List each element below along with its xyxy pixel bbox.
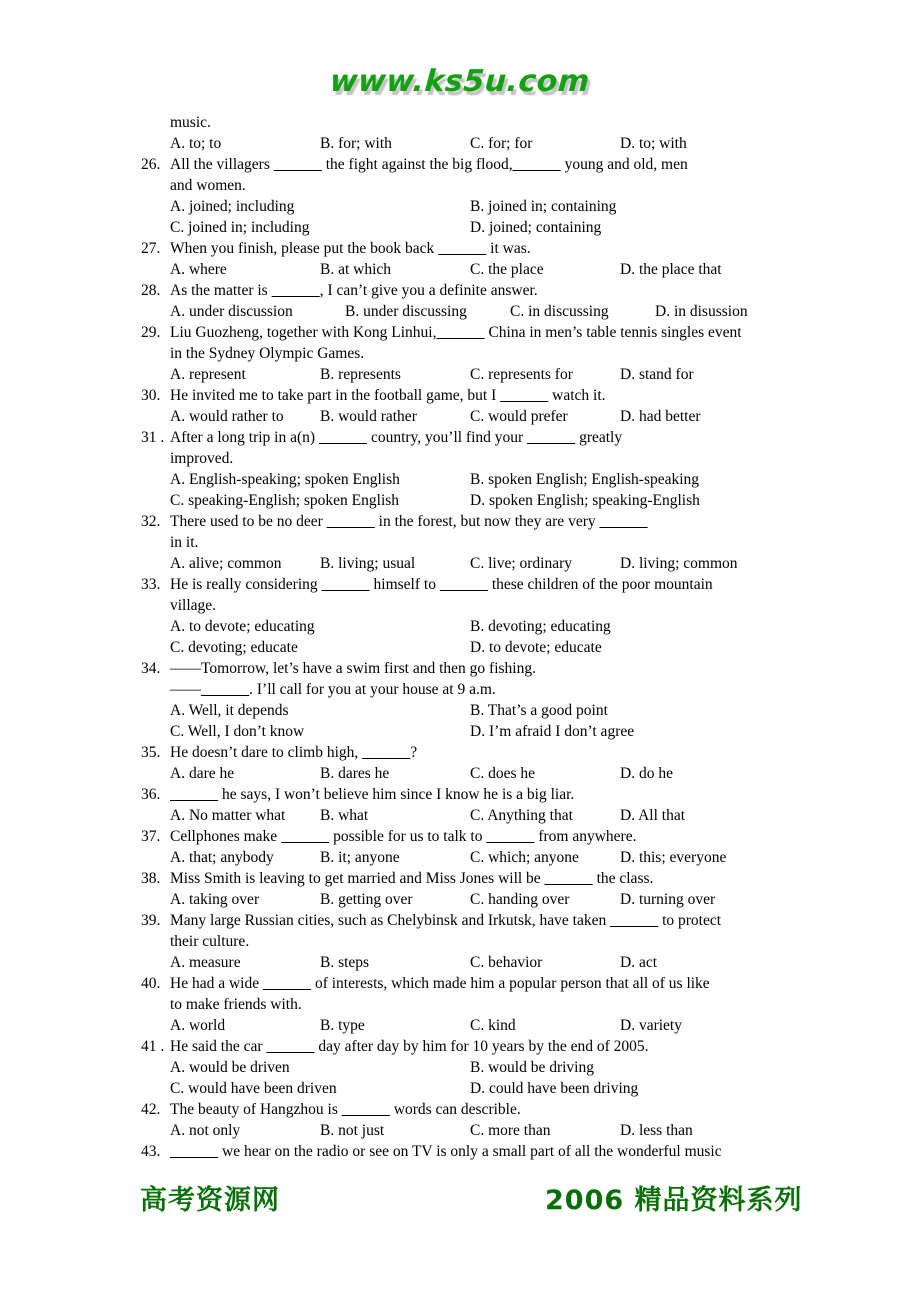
question-number: 38. (141, 870, 161, 887)
footer-series-label: 2006 精品资料系列 (545, 1185, 803, 1216)
option-choice[interactable]: B. would rather (320, 408, 417, 425)
text-line (0, 616, 920, 637)
option-choice[interactable]: D. act (620, 954, 658, 971)
question-stem: All the villagers the fight against the big flood, young and old, men (170, 156, 688, 173)
option-choice[interactable]: B. living; usual (320, 555, 416, 572)
option-choice[interactable]: A. dare he (170, 765, 235, 782)
question-stem: he says, I won’t believe him since I know he is a big liar. (170, 784, 574, 805)
text-line (0, 889, 920, 910)
text-line (0, 952, 920, 973)
orphan-stem-text: music. (170, 114, 211, 131)
answer-blank[interactable] (201, 681, 249, 698)
text-line (0, 1099, 920, 1120)
option-choice[interactable]: C. would have been driven (170, 1080, 337, 1097)
text-line (0, 343, 920, 364)
option-choice[interactable]: C. behavior (470, 954, 543, 971)
question-stem-continued: improved. (170, 450, 234, 467)
option-choice[interactable]: B. represents (320, 366, 401, 383)
option-choice[interactable]: D. less than (620, 1122, 693, 1139)
option-choice[interactable]: D. do he (620, 765, 673, 782)
question-number: 42. (141, 1101, 161, 1118)
text-line (0, 301, 920, 322)
text-line (0, 490, 920, 511)
text-line (0, 469, 920, 490)
answer-blank[interactable] (327, 513, 375, 530)
text-line (0, 1057, 920, 1078)
answer-blank[interactable] (438, 240, 486, 257)
question-number: 30. (141, 387, 161, 404)
option-choice[interactable]: B. devoting; educating (470, 618, 611, 635)
question-number: 37. (141, 828, 161, 845)
question-stem: Cellphones make possible for us to talk to from anywhere. (170, 828, 637, 845)
text-line (0, 700, 920, 721)
option-choice[interactable]: A. world (170, 1017, 226, 1034)
question-stem: After a long trip in a(n) country, you’ll find your greatly (170, 429, 623, 446)
question-stem-continued: in the Sydney Olympic Games. (170, 345, 365, 362)
answer-blank[interactable] (272, 282, 320, 299)
text-line (0, 532, 920, 553)
text-line (0, 1078, 920, 1099)
text-line (0, 994, 920, 1015)
option-choice[interactable]: B. at which (320, 261, 392, 278)
question-number: 34. (141, 660, 161, 677)
answer-blank[interactable] (500, 387, 548, 404)
option-choice[interactable]: D. living; common (620, 555, 738, 572)
question-stem: There used to be no deer in the forest, but now they are very (170, 511, 648, 532)
option-choice[interactable]: A. alive; common (170, 555, 282, 572)
option-choice[interactable]: A. No matter what (170, 807, 286, 824)
question-number: 32. (141, 513, 161, 530)
text-line (0, 931, 920, 952)
option-choice[interactable]: A. measure (170, 954, 241, 971)
text-line (0, 280, 920, 301)
text-line (0, 1015, 920, 1036)
option-choice[interactable]: A. Well, it depends (170, 702, 289, 719)
text-line (0, 658, 920, 679)
text-line (0, 784, 920, 805)
answer-blank[interactable] (263, 975, 311, 992)
option-choice[interactable]: A. would rather to (170, 408, 284, 425)
answer-blank[interactable] (440, 576, 488, 593)
text-line (0, 637, 920, 658)
text-line (0, 511, 920, 532)
option-choice[interactable]: C. handing over (470, 891, 570, 908)
text-line (0, 742, 920, 763)
answer-blank[interactable] (436, 324, 484, 341)
option-choice[interactable]: B. spoken English; English-speaking (470, 471, 700, 488)
option-choice[interactable]: B. for; with (320, 135, 392, 152)
option-choice[interactable]: D. to; with (620, 135, 687, 152)
question-number: 29. (141, 324, 161, 341)
site-watermark-logo (0, 64, 920, 110)
text-line (0, 406, 920, 427)
option-choice[interactable]: D. had better (620, 408, 701, 425)
question-stem: As the matter is , I can’t give you a definite answer. (170, 282, 538, 299)
question-number: 35. (141, 744, 161, 761)
text-line (0, 448, 920, 469)
question-number: 31 . (141, 429, 165, 446)
option-choice[interactable]: D. stand for (620, 366, 694, 383)
text-line (0, 1036, 920, 1057)
option-choice[interactable]: A. not only (170, 1122, 241, 1139)
answer-blank[interactable] (274, 156, 322, 173)
page-footer (0, 1178, 920, 1228)
answer-blank[interactable] (170, 786, 218, 803)
option-choice[interactable]: D. spoken English; speaking-English (470, 492, 700, 509)
text-line (0, 847, 920, 868)
option-choice[interactable]: B. not just (320, 1122, 385, 1139)
text-line (0, 385, 920, 406)
option-choice[interactable]: B. would be driving (470, 1059, 594, 1076)
option-choice[interactable]: B. dares he (320, 765, 390, 782)
text-line (0, 196, 920, 217)
text-line (0, 679, 920, 700)
option-choice[interactable]: D. All that (620, 807, 686, 824)
option-choice[interactable]: C. joined in; including (170, 219, 310, 236)
question-stem: The beauty of Hangzhou is words can describle. (170, 1101, 521, 1118)
question-stem: He doesn’t dare to climb high, ? (170, 744, 418, 761)
answer-blank[interactable] (281, 828, 329, 845)
question-stem: Many large Russian cities, such as Chelybinsk and Irkutsk, have taken to protect (170, 912, 722, 929)
text-line (0, 427, 920, 448)
option-choice[interactable]: C. does he (470, 765, 536, 782)
question-number: 28. (141, 282, 161, 299)
text-line (0, 868, 920, 889)
text-line (0, 364, 920, 385)
text-line (0, 238, 920, 259)
option-choice[interactable]: B. joined in; containing (470, 198, 617, 215)
option-choice[interactable]: B. steps (320, 954, 370, 971)
text-line (0, 574, 920, 595)
option-choice[interactable]: A. would be driven (170, 1059, 290, 1076)
option-choice[interactable]: D. the place that (620, 261, 722, 278)
question-number: 39. (141, 912, 161, 929)
text-line (0, 973, 920, 994)
option-choice[interactable]: C. speaking-English; spoken English (170, 492, 400, 509)
option-choice[interactable]: D. turning over (620, 891, 716, 908)
question-stem: He said the car day after day by him for 10 years by the end of 2005. (170, 1038, 649, 1055)
question-stem: He is really considering himself to these children of the poor mountain (170, 576, 713, 593)
text-line (0, 826, 920, 847)
answer-blank[interactable] (170, 1143, 218, 1160)
option-choice[interactable]: A. represent (170, 366, 246, 383)
answer-blank[interactable] (545, 870, 593, 887)
answer-blank[interactable] (319, 429, 367, 446)
footer-site-name: 高考资源网 (140, 1185, 280, 1216)
answer-blank[interactable] (362, 744, 410, 761)
question-number: 41 . (141, 1038, 165, 1055)
question-stem-continued: in it. (170, 534, 199, 551)
option-choice[interactable]: C. represents for (470, 366, 573, 383)
option-choice[interactable]: D. I’m afraid I don’t agree (470, 723, 635, 740)
text-line (0, 133, 920, 154)
option-choice[interactable]: A. taking over (170, 891, 260, 908)
text-line (0, 112, 920, 133)
answer-blank[interactable] (266, 1038, 314, 1055)
text-line (0, 217, 920, 238)
option-choice[interactable]: C. for; for (470, 135, 533, 152)
option-choice[interactable]: C. which; anyone (470, 849, 579, 866)
text-line (0, 259, 920, 280)
option-choice[interactable]: B. what (320, 807, 369, 824)
answer-blank[interactable] (599, 513, 647, 530)
text-line (0, 322, 920, 343)
option-choice[interactable]: C. devoting; educate (170, 639, 298, 656)
option-choice[interactable]: D. to devote; educate (470, 639, 602, 656)
answer-blank[interactable] (342, 1101, 390, 1118)
option-choice[interactable]: B. getting over (320, 891, 413, 908)
text-line (0, 721, 920, 742)
option-choice[interactable]: C. live; ordinary (470, 555, 573, 572)
option-choice[interactable]: C. would prefer (470, 408, 568, 425)
option-choice[interactable]: D. could have been driving (470, 1080, 639, 1097)
option-choice[interactable]: C. Well, I don’t know (170, 723, 305, 740)
option-choice[interactable]: C. the place (470, 261, 544, 278)
option-choice[interactable]: B. type (320, 1017, 365, 1034)
answer-blank[interactable] (527, 429, 575, 446)
question-stem-continued: to make friends with. (170, 996, 302, 1013)
option-choice[interactable]: D. this; everyone (620, 849, 727, 866)
question-stem: Miss Smith is leaving to get married and Miss Jones will be the class. (170, 870, 654, 887)
option-choice[interactable]: B. That’s a good point (470, 702, 608, 719)
answer-blank[interactable] (513, 156, 561, 173)
option-choice[interactable]: A. to; to (170, 135, 222, 152)
text-line (0, 595, 920, 616)
option-choice[interactable]: C. in discussing (510, 303, 609, 320)
question-stem: we hear on the radio or see on TV is only a small part of all the wonderful music (170, 1141, 722, 1162)
question-stem: He had a wide of interests, which made him a popular person that all of us like (170, 975, 710, 992)
text-line (0, 154, 920, 175)
question-stem-continued: and women. (170, 177, 246, 194)
option-choice[interactable]: C. more than (470, 1122, 551, 1139)
question-number: 33. (141, 576, 161, 593)
text-line (0, 175, 920, 196)
question-stem-continued: —— . I’ll call for you at your house at 9 a.m. (170, 681, 496, 698)
text-line (0, 1120, 920, 1141)
answer-blank[interactable] (610, 912, 658, 929)
question-number: 27. (141, 240, 161, 257)
option-choice[interactable]: B. it; anyone (320, 849, 400, 866)
question-stem: ——Tomorrow, let’s have a swim first and then go fishing. (170, 660, 536, 677)
option-choice[interactable]: C. Anything that (470, 807, 573, 824)
option-choice[interactable]: B. under discussing (345, 303, 467, 320)
option-choice[interactable]: A. where (170, 261, 227, 278)
option-choice[interactable]: A. joined; including (170, 198, 295, 215)
text-line (0, 910, 920, 931)
option-choice[interactable]: A. under discussion (170, 303, 293, 320)
question-number: 26. (141, 156, 161, 173)
option-choice[interactable]: A. that; anybody (170, 849, 274, 866)
question-sheet (0, 112, 920, 1162)
answer-blank[interactable] (322, 576, 370, 593)
question-stem: When you finish, please put the book back it was. (170, 240, 531, 257)
option-choice[interactable]: C. kind (470, 1017, 516, 1034)
answer-blank[interactable] (486, 828, 534, 845)
text-line (0, 805, 920, 826)
question-number: 40. (141, 975, 161, 992)
option-choice[interactable]: A. English-speaking; spoken English (170, 471, 400, 488)
question-stem: Liu Guozheng, together with Kong Linhui, China in men’s table tennis singles event (170, 324, 742, 341)
question-stem-continued: their culture. (170, 933, 250, 950)
text-line (0, 553, 920, 574)
text-line (0, 763, 920, 784)
site-watermark-text: www.ks5u.com (328, 64, 592, 99)
question-stem: He invited me to take part in the football game, but I watch it. (170, 387, 606, 404)
question-number: 36. (141, 786, 161, 803)
option-choice[interactable]: D. joined; containing (470, 219, 602, 236)
question-stem-continued: village. (170, 597, 217, 614)
text-line (0, 1141, 920, 1162)
question-number: 43. (141, 1143, 161, 1160)
option-choice[interactable]: D. in disussion (655, 303, 748, 320)
option-choice[interactable]: D. variety (620, 1017, 682, 1034)
option-choice[interactable]: A. to devote; educating (170, 618, 315, 635)
